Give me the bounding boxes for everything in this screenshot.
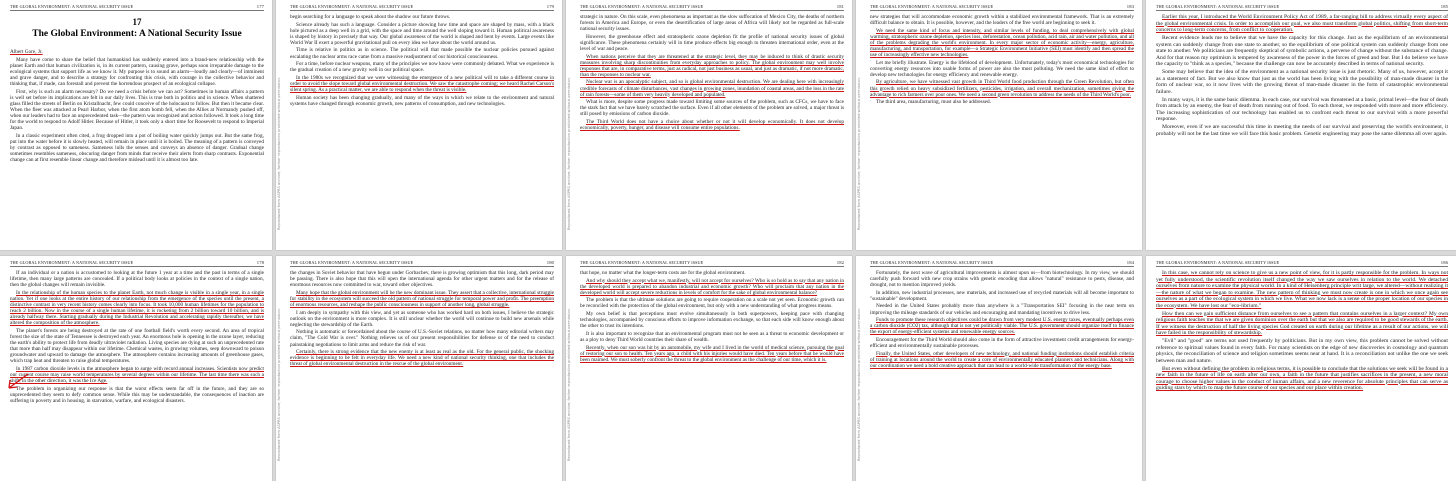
paragraph: Funds to promote these research objectives could be drawn from very modest U.S. energy taxes, eventually perhaps even a carbon dioxide (CO2) tax, although that is not yet politically viable. The U.S. government should organize itself to finance the export of energy-efficient systems and renewable energy sources. [870,317,1134,336]
page-181 [566,0,852,250]
page-number: 185 [1440,4,1448,9]
page-body [290,14,554,107]
running-header: THE GLOBAL ENVIRONMENT: A NATIONAL SECURITY ISSUE 177 [10,4,264,9]
paragraph: First, why is such an alarm necessary? Do we need a crisis before we can act? Sometimes in human affairs a pattern is well set before its implications are felt in our daily lives. This is true both in politics and in science. When shattered glass filled the streets of Berlin on Kristallnacht, few could conceive of the holocaust to follow. But then it became clear. When the fleet was attacked at Pearl Harbor, when the first atom bomb fell, when the Allies at Normandy pushed off, when our leaders had to face an unprecedented task—the pattern was recognized and action followed. It took a long time for the world to respond to Adolf Hitler. Because of Hitler, it took only a short time for Roosevelt to respond to Imperial Japan. [10,88,264,132]
paragraph: By agriculture, we have witnessed vast growth in Third World food production through the Green Revolution, but often this growth relied on heavy subsidized fertilizers, pesticides, irrigation, and overall mechanization, sometimes giving the advantage to rich farmers over poor ones. We need a second green revolution to address the needs of the Third World's poor. [870,79,1134,98]
page-number: 184 [1126,260,1134,265]
paragraph: And why should they accept what we, manifestly, will not accept for ourselves? Who is so bold as to say that any nation in the developed world is prepared to abandon industrial and economic growth? Who will proclaim that any nation in the developed world will accept severe reductions in levels of comfort for the sake of global environmental balance? [580,277,844,296]
paragraph: The third area, manufacturing, must also be addressed. [876,99,991,106]
paragraph: Many hope that the global environment will be the new dominant issue. They assert that a collective, international struggle for stability in the ecosystem will succeed the old pattern of national struggle for temporal power and profit. The preemption of enormous resources, and reshape the public consciousness in support of another long, global struggle. [290,289,554,308]
running-header: THE GLOBAL ENVIRONMENT: A NATIONAL SECURITY ISSUE 179 [290,4,554,9]
paragraph: strategic in nature. On this scale, even phenomena as important as the slow suffocation of Mexico City, the deaths of northern forests in America and Europe, or even the desertification of large areas of Africa will likely not be regarded as full-scale national security issues. [580,14,844,33]
paragraph: Human society has been changing gradually, and many of the ways in which we relate to the environment and natural systems have changed through economic growth, new patterns of consumption, and new technologies. [290,94,554,107]
paragraph: In addition, new industrial processes, new materials, and increased use of recycled materials will all become important to "sustainable" development. [870,289,1134,302]
paragraph: begin searching for a language to speak about the shadow our future throws. [290,14,451,20]
paragraph: new strategies that will accommodate economic growth within a stabilized environmental framework. That is an extremely difficult balance to obtain. It is possible, however, and the leaders of the free world are beginning to seek it. [870,14,1134,27]
paragraph: Nothing is automatic or foreordained about the course of U.S.-Soviet relations, no matter how many editorial writers may claim, "The Cold War is over." Nothing relieves us of our present responsibilities for defense or of the need to conduct painstaking negotiations to limit arms and reduce the risk of war. [290,329,554,348]
author: Albert Gore, Jr. [10,49,43,55]
paragraph: Recently, when our son was hit by an automobile, my wife and I lived in the world of medical science, pursuing the goal of restoring our son to health. Ten years ago, a child with his injuries would have died. Ten years before that he would have been maimed. We must soberly confront the threat to the global environment as the challenge of our time, which it is. [580,344,844,363]
paragraph: What is more, despite some progress made toward limiting some sources of the problem, such as CFCs, we have to face the stark fact that we have barely scratched the surface. Even if all other elements of the problem are solved, a major threat is still posed by emissions of carbon dioxide. [580,99,844,118]
paragraph: Finally, the United States, other developers of new technology, and national funding institutions should establish criteria of training at locations around the world to create a core of environmentally educated planners and technicians. Along with our coordination we need a bold creative approach that can lead to a world-wide transformation of the energy base. [870,350,1134,369]
running-header: THE GLOBAL ENVIRONMENT: A NATIONAL SECURITY ISSUE 185 [1156,4,1448,9]
page-body [10,270,264,404]
margin-note: Reproduced from ASPRS archive; further reproduction prohibited without permission. [857,308,861,461]
page-body [580,14,844,131]
paragraph: If an individual or a nation is accustomed to looking at the future 1 year at a time and the past in terms of a single lifetime, then many large patterns are concealed. If a political body looks at policies in the context of a single nation, then the global changes will remain invisible. [10,270,264,289]
paragraph: the changes in Soviet behavior that have begun under Gorbachev, there is growing optimism that this long, dark period may be passing. There is also hope that this will open the international agenda for other urgent matters and for the release of enormous resources now committed to war, toward other objectives. [290,270,554,289]
paragraph: The problem is that the ultimate solutions are going to require cooperation on a scale not yet seen. Economic growth can be reconciled with the protection of the global environment, but only with a new understanding of what progress means. [580,297,844,310]
page-number: 179 [546,4,554,9]
paragraph: Fortunately, the next wave of agricultural improvements is almost upon us—from biotechnology. In my view, we should carefully push forward with new crop strains with genetic encoding that allows "natural" resistance to pests, disease, and drought, not to mention improved yields. [870,270,1134,289]
paragraph: Science already has such a language. Consider a picture showing how time and space are shaped by mass, with a black hole pictured as a deep well in a grid, with the space and time around the well sloping toward it. Human political awareness is shaped by history in precisely that way. Our global awareness of the world is shaped and bent by events. Large events like World War II exert a powerful gravitational pull on every idea we have about the world around us. [290,21,554,46]
page-number: 186 [1440,260,1448,265]
page-182 [566,256,852,481]
chapter-number: 17 [132,17,142,27]
paragraph: In a classic experiment often cited, a frog dropped into a pot of boiling water quickly jumps out. But the same frog, put into the water before it is slowly heated, will remain in place until it is boiled. The meaning of a pattern is conveyed by contrast as opposed to sameness. Sameness lulls the senses and conveys an absence of danger. Gradual change sometimes resembles sameness, obscuring danger from minds that receive their alerts from sharp contrasts. Exponential change can at first resemble linear change and therefore mislead until it is almost too late. [10,132,264,164]
paragraph: The Third World does not have a choice about whether or not it will develop economically. It does not develop economically, poverty, hunger, and disease will consume entire populations. [580,119,844,132]
page-number: 177 [256,4,264,9]
running-header: THE GLOBAL ENVIRONMENT: A NATIONAL SECURITY ISSUE 183 [870,4,1134,9]
paragraph: Nuclear war is an apocalyptic subject, and so is global environmental destruction. We are dealing here with increasingly credible forecasts of climate disturbances, vast changes in growing zones, inundation of coastal areas, and the loss in the rate of rain forests—some of them very heavily developed and populated. [580,79,844,98]
page-body [870,270,1134,369]
paragraph: Some may believe that the idea of the environment as a national security issue is just rhetoric. Many of us, however, accept it as a statement of fact. But we also know that just as the world has been living with the possibility of man-made disaster in the form of nuclear war, so it now lives with the growing threat of man-made disaster in the form of catastrophic environmental failure. [1156,69,1448,95]
paragraph: Encouragement for the Third World should also come in the form of attractive investment credit arrangements for energy-efficient and environmentally sustainable processes. [870,336,1134,350]
margin-note: Reproduced from ASPRS archive; further reproduction prohibited without permission. [277,77,281,230]
running-header: THE GLOBAL ENVIRONMENT: A NATIONAL SECURITY ISSUE 184 [870,260,1134,265]
paragraph: Moreover, even if we are successful this time in meeting the needs of our survival and preserving the world's environment, it probably will not be the last time we will face this basic problem. Genetic engineering may pose the same dilemma all over again. [1156,124,1448,137]
paragraph: How then can we gain sufficient distance from ourselves to see a pattern that contains ourselves in a larger context? My own religious faith teaches me that we are given dominion over the earth but that we also are required to be good stewards of the earth. If we witness the destruction of half the living species God created on earth during our lifetime as a result of our actions, we will have failed in the responsibility of stewardship. [1156,310,1448,336]
page-185 [1146,0,1456,250]
margin-note: Reproduced from ASPRS archive; further reproduction prohibited without permission. [277,308,281,461]
paragraph: We need the same kind of focus and intensity, and similar levels of funding, to deal comprehensively with global warming, stratospheric ozone depletion, species loss, deforestation, ocean pollution, acid rain, air and water pollution, and all of the problems degrading the world's environment. In every major sector of economic activity—energy, agriculture, manufacturing, and transportation, for example—a Strategic Environment Initiative (SEI) must identify and then spread the use of increasingly effective new technologies. [870,27,1134,59]
running-header: THE GLOBAL ENVIRONMENT: A NATIONAL SECURITY ISSUE 182 [580,260,844,265]
page-body [580,270,844,363]
paragraph: Needed in the United States probably more than anywhere is a "Transportation SEI" focusing in the near term on improving the mileage standards of our vehicles and encouraging and mandating incentives to drive less. [870,303,1134,316]
running-header: THE GLOBAL ENVIRONMENT: A NATIONAL SECURITY ISSUE 178 [10,260,264,265]
page-number: 181 [836,4,844,9]
paragraph: The problem in organizing our response is that the worst effects seem far off in the future, and they are so unprecedented they seem to defy common sense. While this may be understandable, the consequences of inaction are suffering in poverty and in housing, in starvation, warfare, and ecological disasters. [10,385,264,404]
paragraph: Time is relative in politics as in science. The political will that made possible the nuclear policies pursued against escalating the nuclear arms race came from a massive readjustment of our historical consciousness. [290,47,554,60]
margin-note: Reproduced from ASPRS archive; further reproduction prohibited without permission. [567,308,571,461]
paragraph: In many ways, it is the same basic dilemma. In each case, our survival was threatened at a basic, primal level—the fear of death from attack by an enemy, the fear of death from running out of food. To each threat, we responded with more and more efficiency. The increasing sophistication of our technology has enabled us to confront each threat to our survival with a more powerful response. [1156,96,1448,122]
paragraph: It is also important to recognize that an environmental program must not be seen as a threat to economic development or as a ploy to deny Third World countries their share of wealth. [580,330,844,343]
paragraph: Many have come to share the belief that humankind has suddenly entered into a brand-new relationship with the planet Earth and that human civilization is, in its current pattern, causing grave, perhaps soon irreparable damage to the ecological systems that support life as we know it. My purpose is to sound an alarm—loudly and clearly—of imminent and grave danger, and to describe a strategy for confronting this crisis, with courage in the collective behavior and thinking that, if made, can forestall and prevent the horrendous prospect of an ecological collapse. [10,56,264,87]
page-179 [276,0,562,250]
paragraph: Recent evidence leads me to believe that we have the capacity for this change. Just as the equilibrium of an environmental system can suddenly change from one state to another, so the equilibrium of one political system can suddenly change from one state to another. We politicians are frequently skeptical of symbolic actions, a perverse of change without the substance of change. And for that reason my optimism is tempered by awareness of the power in the forces of greed and fear. But I do believe we have the capacity to "think as a species," because the challenge can now be accurately described in terms of national security. [1156,35,1448,67]
page-body [10,49,264,163]
paragraph: "Evil" and "good" are terms not used frequently by politicians. But in my own view, this problem cannot be solved without reference to spiritual values found in every faith. For many scientists on the edge of new discoveries in cosmology and quantum physics, the reconciliation of science and religion sometimes seems near at hand. It is a reconciliation not unlike the one we seek between man and nature. [1156,338,1448,364]
page-178 [0,256,272,481]
paragraph: I am deeply in sympathy with this view, and yet as someone who has worked hard on both issues, I believe the strategic outlook on the environment is more complex. It is still unclear whether the world will continue to build new arsenals while neglecting the stewardship of the Earth. [290,309,554,328]
page-number: 183 [1126,4,1134,9]
paragraph: When nations perceive that they are threatened at the strategic level, they may be induced to think of drastic security measures involving sharp discontinuities from everyday approaches to policy. The global environment may well involve responses that are, in comparative terms, just as radical, not just business as usual, and just as dramatic, if not more dramatic, than the responses to nuclear war. [580,53,844,78]
paragraph: My own belief is that perceptions must evolve simultaneously in both superpowers, keeping pace with changing technologies, accompanied by conscious efforts to improve information exchange, so that each side will know enough about the other to trust its intentions. [580,311,844,330]
page-number: 182 [836,260,844,265]
page-body [1156,270,1448,392]
running-header: THE GLOBAL ENVIRONMENT: A NATIONAL SECURITY ISSUE 186 [1156,260,1448,265]
paragraph: In the 1980s we recognized that we were witnessing the emergence of a new political will to take a different course in order to avoid the slope toward global environmental destruction. We saw the catastrophe coming; we heard Rachel Carson's silent spring. As a practical matter, we are able to respond when the threat is visible. [290,74,554,94]
paragraph: In the relationship of the human species to the planet Earth, not much change is visible in a single year, in a single nation. Yet if one looks at the entire history of our relationship from the emergence of the species until the present, a distinctive contrast in very recent history comes clearly into focus. It took 10,000 human lifetimes for the population to reach 2 billion. Now in the course of a single human lifetime, it is rocketing from 2 billion toward 10 billion, and is already halfway there. Starting gradually during the Industrial Revolution and accelerating rapidly thereafter, we have altered the composition of the atmosphere. [10,289,264,327]
paragraph: But even without defining the problem in religious terms, it is possible to conclude that the solutions we seek will be found in a new faith in the future of life on earth after our own, a faith in the future that justifies sacrifices in the present, a new moral courage to choose higher values in the conduct of human affairs, and a new reverence for absolute principles that can serve as guiding stars by which to map the future course of our species and our place within creation. [1156,365,1448,391]
paragraph: that hope, no matter what the longer-term costs are for the global environment. [580,270,746,276]
chapter-title: The Global Environment: A National Security Issue [32,29,242,39]
page-184 [856,256,1142,481]
margin-note: Reproduced from ASPRS archive; further reproduction prohibited without permission. [567,77,571,230]
page-body [870,14,1134,105]
page-body [290,270,554,367]
running-header: THE GLOBAL ENVIRONMENT: A NATIONAL SECURITY ISSUE 180 [290,260,554,265]
page-number: 180 [546,260,554,265]
page-177 [0,0,272,250]
page-number: 178 [256,260,264,265]
paragraph: For a time, before nuclear weapons, many of the principles we now know were commonly debated. What we experience is the gradual creation of a new gravity well in our political space. [290,61,554,74]
paragraph: However, the greenhouse effect and stratospheric ozone depletion fit the profile of national security issues of global significance. These phenomena certainly will in time produce effects big enough to threaten international order, even at the level of war and peace. [580,33,844,52]
page-183 [856,0,1142,250]
paragraph: Certainly, there is strong evidence that the new enemy is at least as real as the old. For the general public, the shocking evidence is beginning to be felt in everyday life. We need a new kind of national security thinking, one that includes the threat of global environmental destruction in the rescue of the global environment. [290,349,554,368]
page-180 [276,256,562,481]
red-arrow-annotation [6,372,30,392]
margin-note: Reproduced from ASPRS archive; further reproduction prohibited without permission. [857,77,861,230]
paragraph: The planet's forests are being destroyed at the rate of one football field's worth every second. An area of tropical forest the size of the state of Tennessee is destroyed each year. An enormous hole is opening in the ozone layer, reducing the earth's ability to protect life from deadly ultraviolet radiation. Living species are dying at such an unprecedented rate that more than half may disappear within our lifetime. Chemical wastes, in growing volumes, seep downward to poison groundwater and upward to damage the atmosphere. The atmosphere contains increasing amounts of greenhouse gases, which trap heat and threaten to raise global temperatures. [10,327,264,365]
paragraph: Let me briefly illustrate. Energy is the lifeblood of development. Unfortunately, today's most economical technologies for converting energy resources into usable forms of power are also the most polluting. We need the same kind of effort to develop new technologies for energy efficiency and renewable energy. [870,59,1134,78]
paragraph: Earlier this year, I introduced the World Environment Policy Act of 1989, a far-ranging bill to address virtually every aspect of the global environmental crisis. In order to accomplish our goal, we also must transform global politics, shifting from short-term concerns to long-term concerns, from conflict to cooperation. [1156,14,1448,33]
paragraph: In 1987 carbon dioxide levels in the atmosphere began to surge with record annual increases. Scientists now predict our current course may raise world temperatures by several degrees within our lifetime. The last time there was such a shift, in the other direction, it was the Ice Age. [10,365,264,385]
page-body [1156,14,1448,137]
paragraph: In this case, we cannot rely on science to give us a new point of view, for it is partly responsible for the problem. In ways not yet fully understood, the scientific revolution itself changed the way we saw ourselves in relation to the world. We detached ourselves from nature to examine the physical world. In a kind of Heisenberg principle writ large, we altered—without realizing it—the nature of what we began to examine. The new pattern of thinking we must now create is one in which we once again see ourselves as a part of the ecological system in which we live. What we now lack is a sense of the proper location of our species in the ecosystem. We have lost our "eco-librium." [1156,270,1448,309]
page-186 [1146,256,1456,481]
running-header: THE GLOBAL ENVIRONMENT: A NATIONAL SECURITY ISSUE 181 [580,4,844,9]
